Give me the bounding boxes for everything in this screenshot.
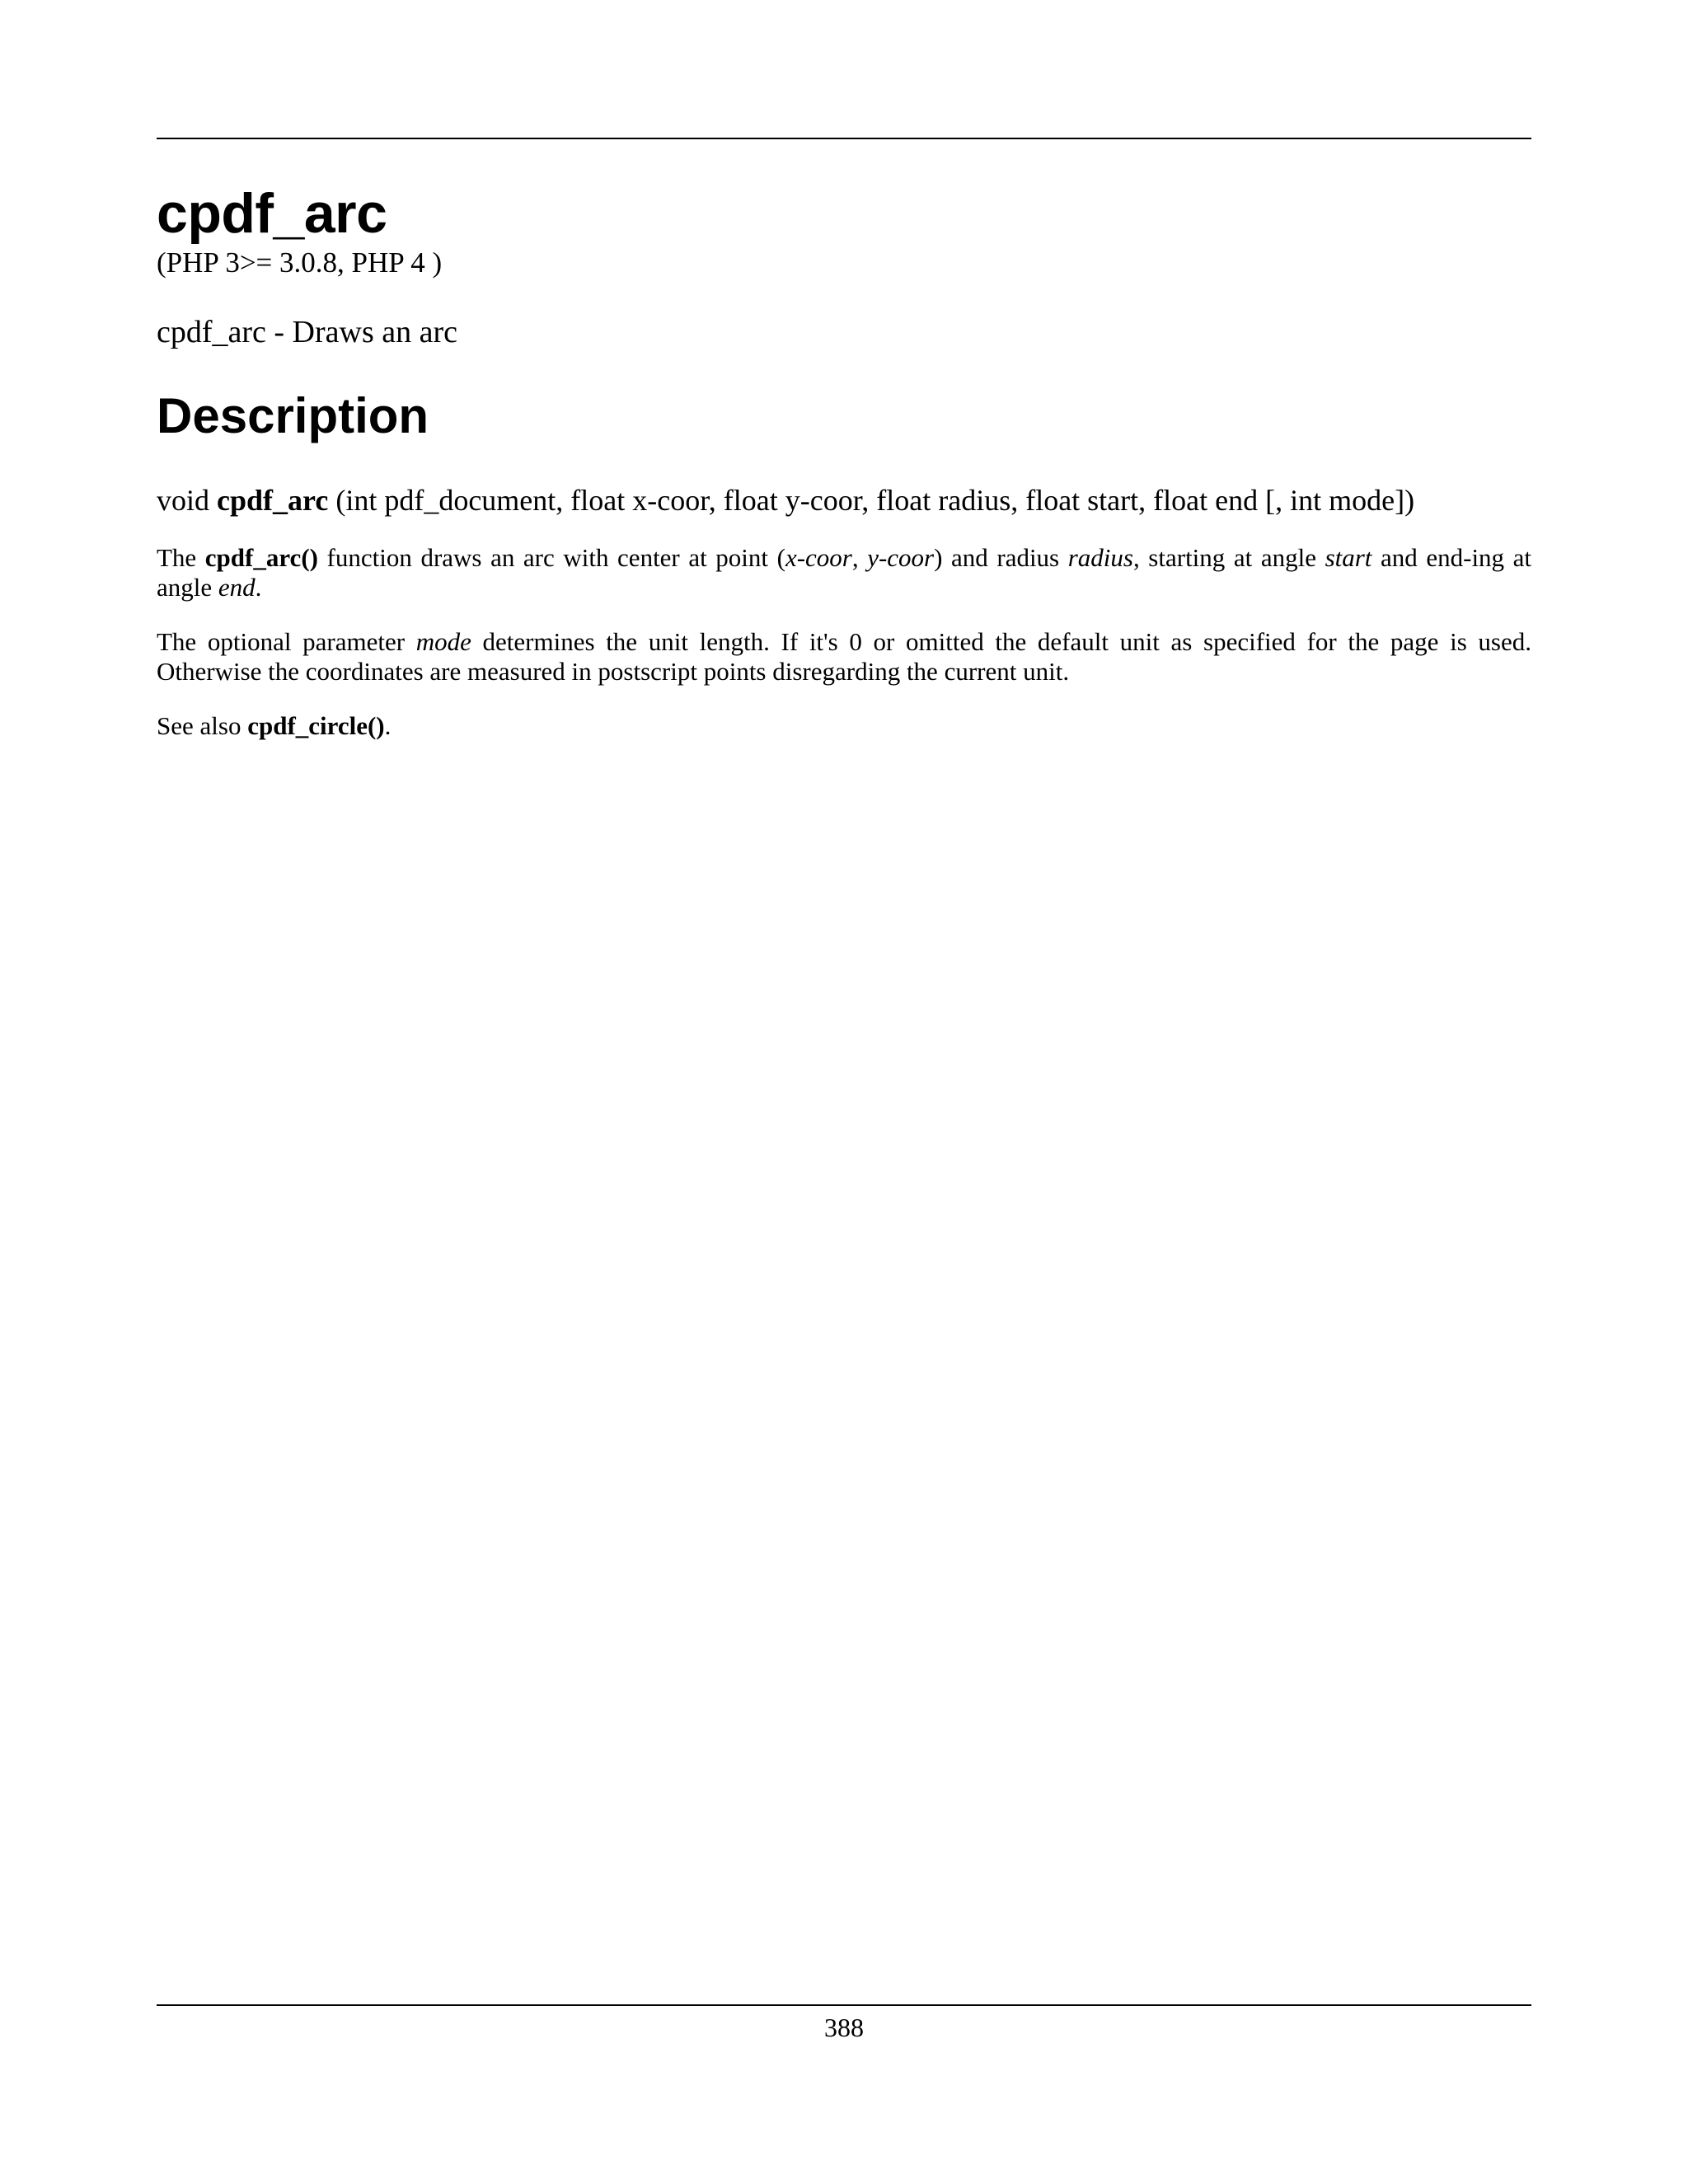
header-rule [157,138,1531,139]
text-run: , [851,543,868,572]
version-info: (PHP 3>= 3.0.8, PHP 4 ) [157,246,443,279]
text-run: The [157,543,205,572]
param-radius: radius [1067,543,1133,572]
see-also-paragraph [157,711,1531,741]
param-mode: mode [415,627,471,656]
description-paragraph [157,543,1531,602]
see-also-link[interactable]: cpdf_circle() [247,711,385,740]
function-ref: cpdf_arc() [204,543,318,572]
text-run: and end-ing at angle [157,543,1532,602]
text-run: . [255,573,262,602]
footer-rule [157,2004,1531,2006]
function-synopsis [157,482,1531,518]
param-start: start [1325,543,1372,572]
text-run: , starting at angle [1132,543,1325,572]
function-purpose: cpdf_arc - Draws an arc [157,315,458,349]
page-content [157,182,1532,741]
mode-paragraph [157,627,1531,687]
text-run: . [384,711,392,740]
synopsis-params: (int pdf_document, float x-coor, float y-coor, float radius, float start, float end [, int mode]) [335,484,1415,517]
synopsis-function-name: cpdf_arc [217,484,329,517]
text-run: function draws an arc with center at point ( [317,543,785,572]
synopsis-return-type: void [157,484,210,517]
page-title: cpdf_arc [157,182,387,245]
page-number: 388 [824,2013,864,2042]
text-run: ) and radius [934,543,1068,572]
param-y-coor: y-coor [867,543,935,572]
section-heading: Description [157,388,429,443]
text-run: determines the unit length. If it's 0 or omitted the default unit as specified for the page is used. Otherwise the coordinates are measured in postscript points disregarding the current unit. [157,627,1532,686]
text-run: The optional parameter [157,627,416,656]
param-end: end [218,573,256,602]
text-run: See also [157,711,248,740]
param-x-coor: x-coor [785,543,852,572]
